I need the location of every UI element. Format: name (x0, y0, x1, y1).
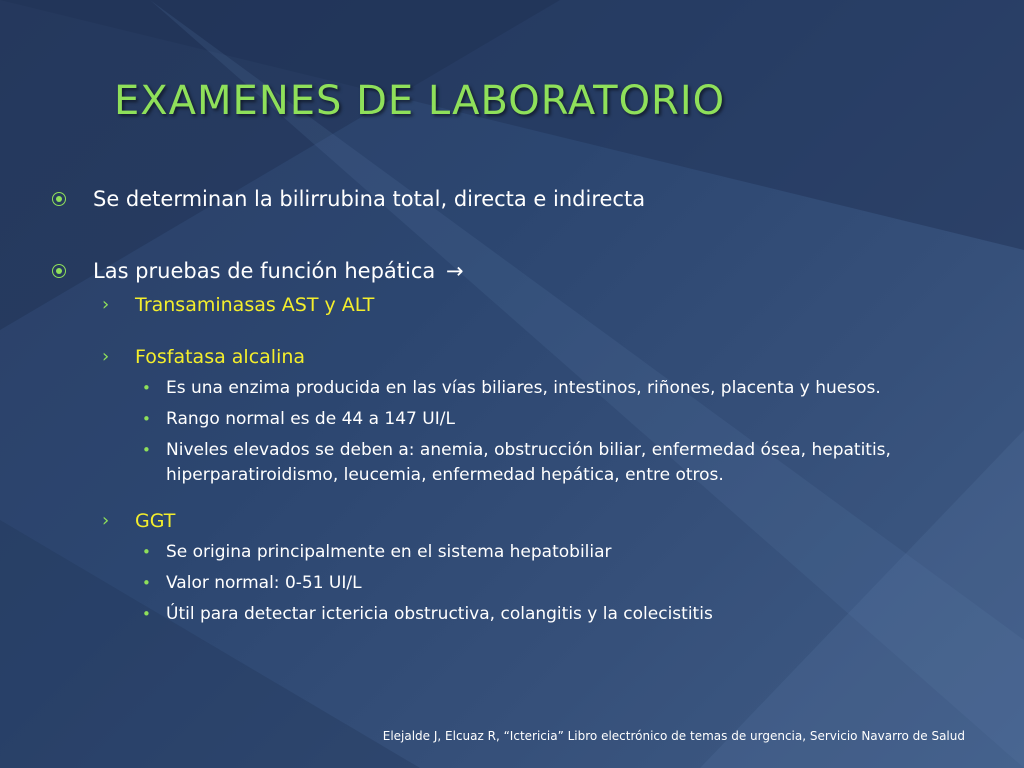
subitem-label: Transaminasas AST y ALT (135, 294, 375, 316)
detail-text: Es una enzima producida en las vías biliares, intestinos, riñones, placenta y huesos. (166, 378, 881, 398)
dot-bullet-icon: • (142, 543, 151, 561)
circle-bullet-icon (52, 264, 66, 278)
chevron-right-icon: › (102, 510, 110, 531)
slide-title: EXAMENES DE LABORATORIO (114, 78, 726, 124)
dot-bullet-icon: • (142, 379, 151, 397)
subitem (102, 292, 982, 318)
circle-bullet-icon (52, 192, 66, 206)
chevron-right-icon: › (102, 346, 110, 367)
detail-item (142, 376, 986, 401)
bullet-item (52, 256, 982, 286)
bullet-text: Se determinan la bilirrubina total, directa e indirecta (93, 187, 646, 211)
detail-text: Útil para detectar ictericia obstructiva, colangitis y la colecistitis (166, 604, 713, 624)
dot-bullet-icon: • (142, 605, 151, 623)
subitem-label: GGT (135, 510, 176, 532)
detail-item (142, 602, 986, 627)
detail-text: Rango normal es de 44 a 147 UI/L (166, 409, 455, 429)
bullet-text: Las pruebas de función hepática (93, 259, 436, 283)
subitem (102, 508, 982, 534)
detail-text: Niveles elevados se deben a: anemia, obstrucción biliar, enfermedad ósea, hepatitis, hiperparatiroidismo, leucemia, enfermedad hepática, entre otros. (166, 440, 891, 485)
subitem (102, 344, 982, 370)
detail-item (142, 438, 986, 488)
slide-content (52, 184, 982, 627)
chevron-right-icon: › (102, 294, 110, 315)
detail-text: Valor normal: 0-51 UI/L (166, 573, 362, 593)
dot-bullet-icon: • (142, 574, 151, 592)
detail-item (142, 540, 986, 565)
citation: Elejalde J, Elcuaz R, “Ictericia” Libro electrónico de temas de urgencia, Servicio Navarro de Salud (382, 729, 965, 743)
detail-item (142, 407, 986, 432)
dot-bullet-icon: • (142, 410, 151, 428)
arrow-right-icon: → (445, 259, 464, 283)
bullet-item (52, 184, 982, 214)
subitem-label: Fosfatasa alcalina (135, 346, 306, 368)
detail-text: Se origina principalmente en el sistema hepatobiliar (166, 542, 612, 562)
dot-bullet-icon: • (142, 441, 151, 459)
detail-item (142, 571, 986, 596)
